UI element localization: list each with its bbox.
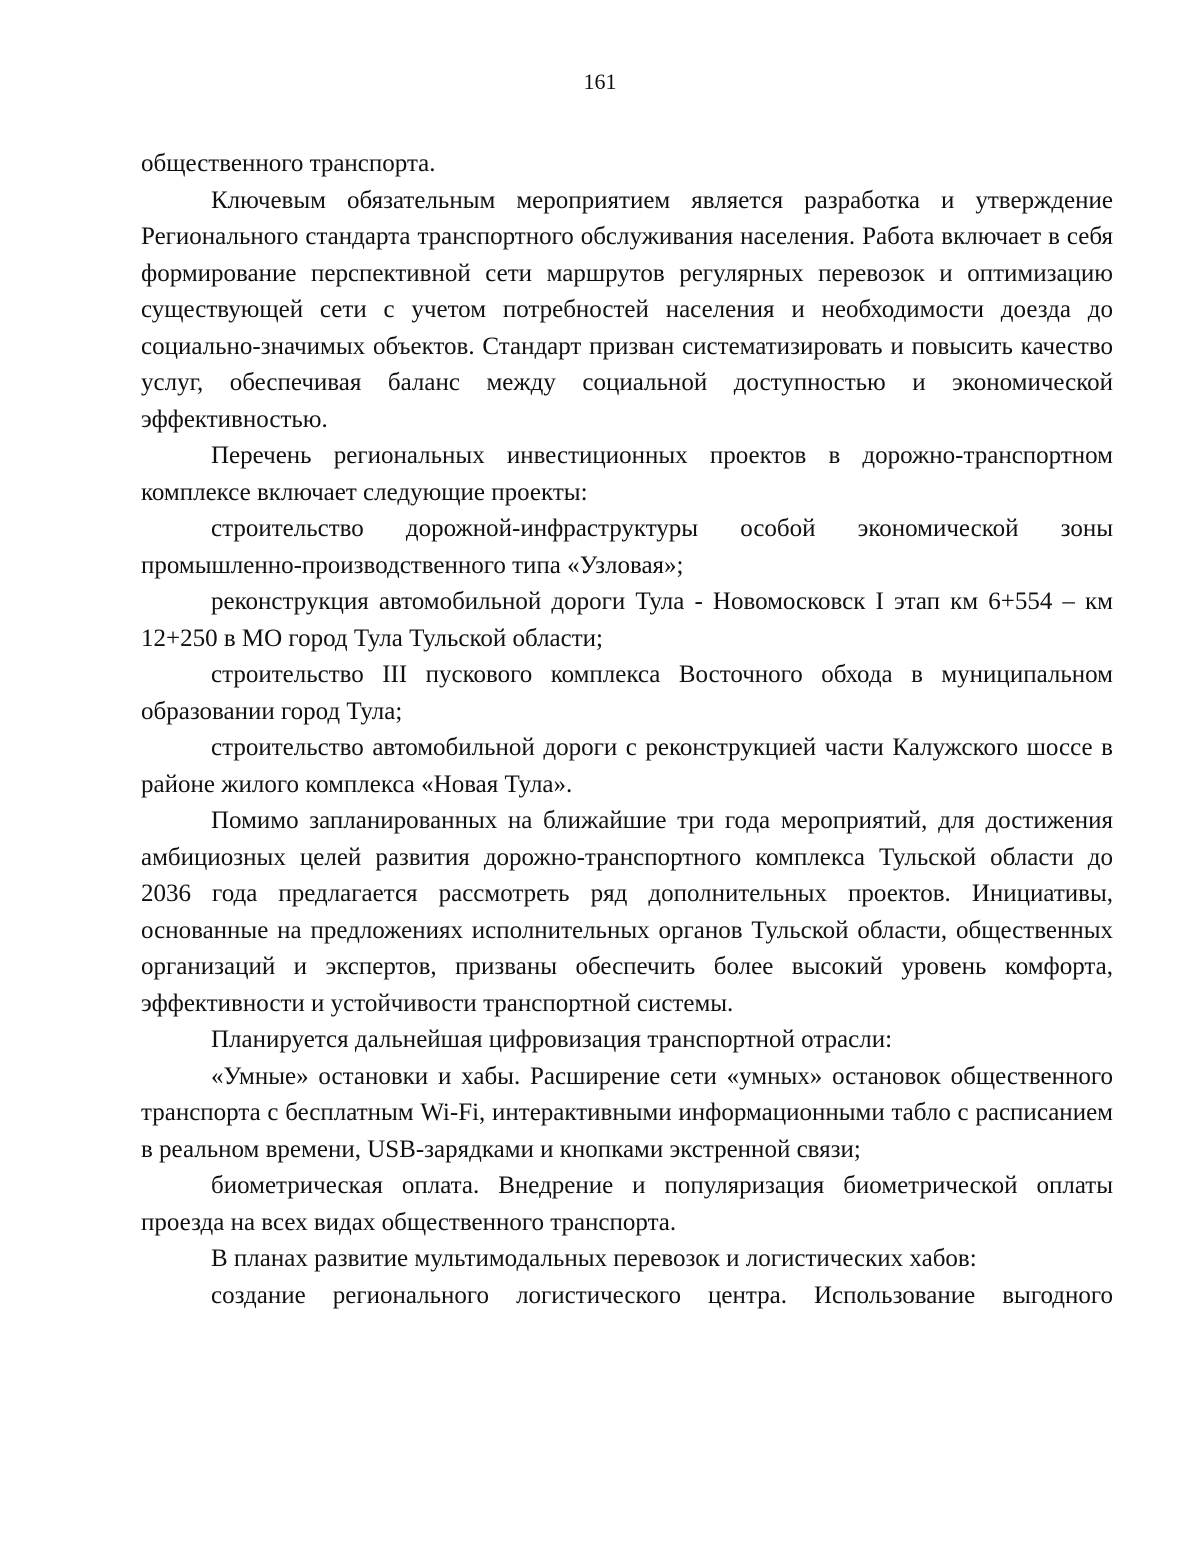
paragraph-regional-standard: Ключевым обязательным мероприятием является разработка и утверждение Регионального стандарта транспортного обслуживания населения. Работа включает в себя формирование перспективной сети маршрутов регулярных перевозок и оптимизацию существующей сети с учетом потребностей населения и необходимости доезда до социально-значимых объектов. Стандарт призван систематизировать и повысить качество услуг, обеспечивая баланс между социальной доступностью и экономической эффективностью. — [141, 186, 1113, 433]
document-body — [141, 146, 1113, 1314]
page-number: 161 — [583, 69, 617, 94]
list-item-tula-novomoskovsk: реконструкция автомобильной дороги Тула - Новомосковск I этап км 6+554 – км 12+250 в МО город Тула Тульской области; — [141, 588, 1113, 652]
paragraph-additional-projects: Помимо запланированных на ближайшие три года мероприятий, для достижения амбициозных целей развития дорожно-транспортного комплекса Тульской области до 2036 года предлагается рассмотреть ряд дополнительных проектов. Инициативы, основанные на предложениях исполнительных органов Тульской области, общественных организаций и экспертов, призваны обеспечить более высокий уровень комфорта, эффективности и устойчивости транспортной системы. — [141, 807, 1113, 1017]
list-item-kaluzhskoe-highway: строительство автомобильной дороги с реконструкцией части Калужского шоссе в районе жилого комплекса «Новая Тула». — [141, 734, 1113, 798]
paragraph-continuation: общественного транспорта. — [141, 150, 436, 177]
paragraph-digitalization-intro: Планируется дальнейшая цифровизация транспортной отрасли: — [211, 1026, 893, 1053]
list-item-eastern-bypass: строительство III пускового комплекса Восточного обхода в муниципальном образовании город Тула; — [141, 661, 1113, 725]
list-item-smart-stops: «Умные» остановки и хабы. Расширение сети «умных» остановок общественного транспорта с бесплатным Wi-Fi, интерактивными информационными табло с расписанием в реальном времени, USB-зарядками и кнопками экстренной связи; — [141, 1062, 1113, 1163]
paragraph-investment-projects-intro: Перечень региональных инвестиционных проектов в дорожно-транспортном комплексе включает следующие проекты: — [141, 442, 1113, 506]
list-item-logistics-center: создание регионального логистического центра. Использование выгодного — [211, 1281, 1113, 1309]
list-item-uzlovaya: строительство дорожной-инфраструктуры особой экономической зоны промышленно-производственного типа «Узловая»; — [141, 515, 1113, 579]
list-item-biometric-payment: биометрическая оплата. Внедрение и популяризация биометрической оплаты проезда на всех видах общественного транспорта. — [141, 1172, 1113, 1236]
paragraph-multimodal-intro: В планах развитие мультимодальных перевозок и логистических хабов: — [211, 1245, 977, 1272]
